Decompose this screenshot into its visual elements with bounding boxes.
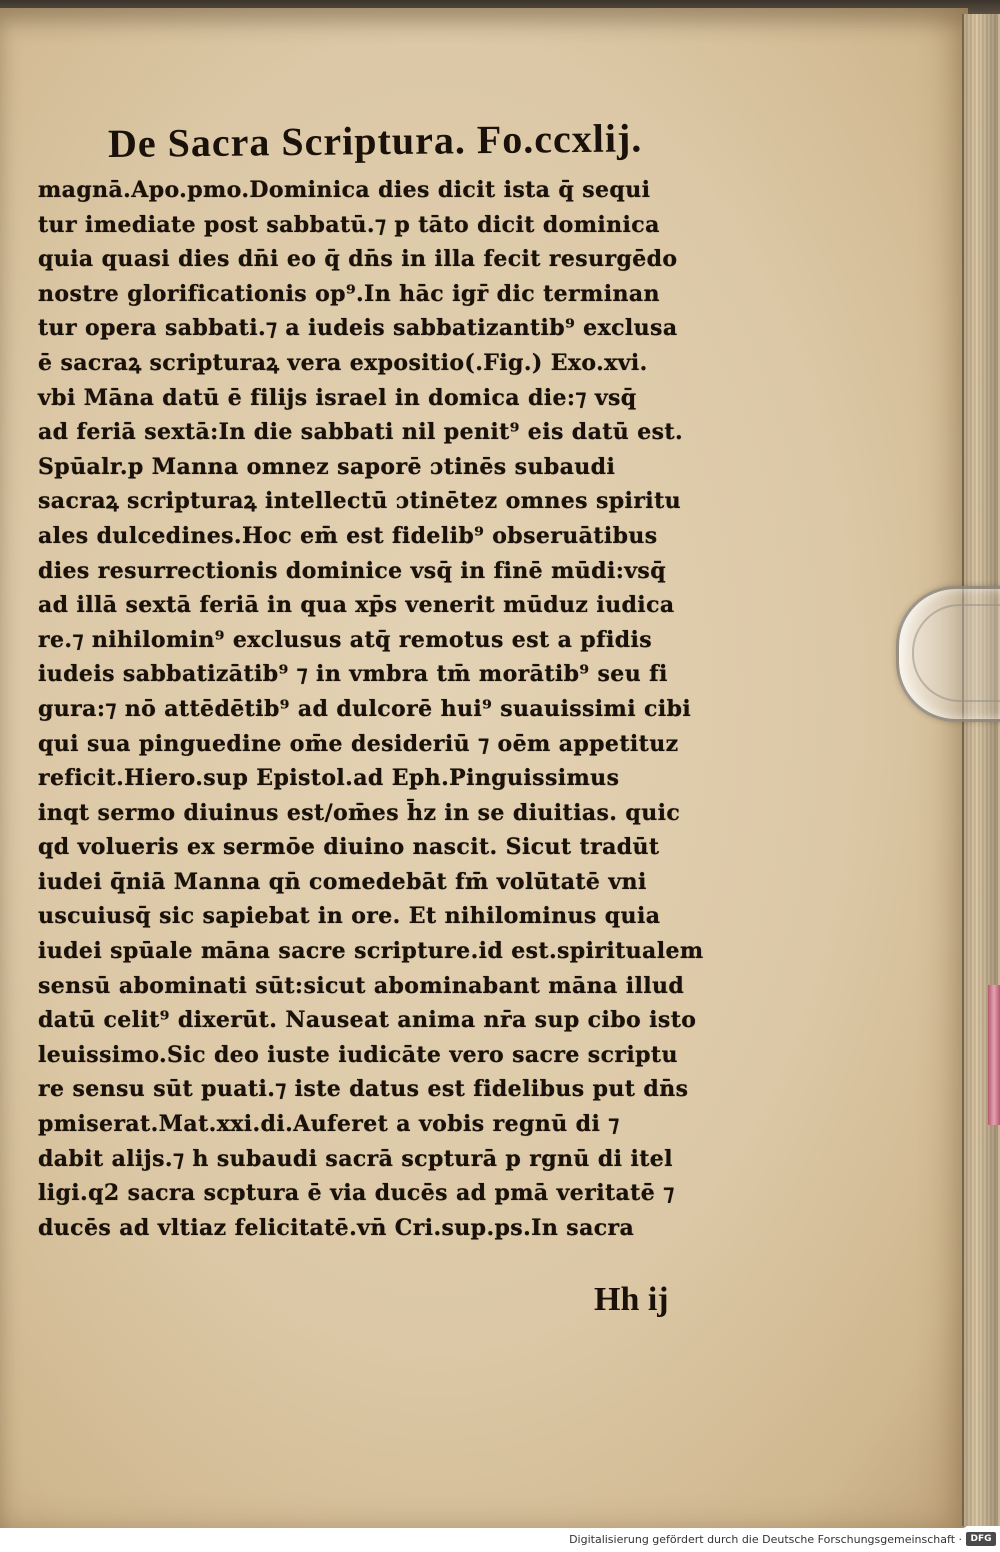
- body-line: magnā.Apo.pmo.Dominica dies dicit ista q̄ sequi: [38, 177, 651, 203]
- body-line: pmiserat.Mat.xxi.di.Auferet a vobis regnū di ⁊: [38, 1111, 620, 1138]
- body-line: re.⁊ nihilomin⁹ exclusus atq̄ remotus est a pfidis: [38, 626, 653, 653]
- page-clip-inner: [912, 604, 1000, 702]
- running-head: De Sacra Scriptura. Fo.ccxlij.: [107, 115, 643, 166]
- body-line: iudei q̄niā Manna qn̄ comedebāt fm̄ volūtatē vni: [38, 868, 647, 895]
- digitization-credit: Digitalisierung gefördert durch die Deutsche Forschungsgemeinschaft ·: [569, 1533, 962, 1546]
- body-line: ē sacraꝝ scripturaꝝ vera expositio(.Fig.) Exo.xvi.: [38, 349, 648, 376]
- body-line: tur opera sabbati.⁊ a iudeis sabbatizantib⁹ exclusa: [38, 315, 678, 342]
- body-line: re sensu sūt puati.⁊ iste datus est fidelibus put dn̄s: [38, 1076, 689, 1103]
- body-line: ales dulcedines.Hoc em̄ est fidelib⁹ obseruātibus: [38, 522, 658, 549]
- page-edges-shade: [962, 14, 998, 1526]
- body-line: quia quasi dies dn̄i eo q̄ dn̄s in illa fecit resurgēdo: [38, 246, 678, 273]
- body-line: reficit.Hiero.sup Epistol.ad Eph.Pinguissimus: [38, 765, 620, 792]
- body-line: datū celit⁹ dixerūt. Nauseat anima nr̄a sup cibo isto: [38, 1007, 697, 1034]
- body-text: [38, 173, 758, 1245]
- body-line: uscuiusq̄ sic sapiebat in ore. Et nihilominus quia: [38, 903, 661, 930]
- body-line: iudei spūale māna sacre scripture.id est.spiritualem: [38, 938, 704, 965]
- body-line: ducēs ad vltiaz felicitatē.vn̄ Cri.sup.ps.In sacra: [38, 1214, 635, 1241]
- text-block: [38, 115, 758, 1245]
- dfg-logo: DFG: [966, 1532, 996, 1546]
- body-line: gura:⁊ nō attēdētib⁹ ad dulcorē hui⁹ suauissimi cibi: [38, 695, 692, 722]
- body-line: inqt sermo diuinus est/om̄es h̄z in se diuitias. quic: [38, 799, 681, 826]
- body-line: ad feriā sextā:In die sabbati nil penit⁹ eis datū est.: [38, 419, 684, 446]
- body-line: iudeis sabbatizātib⁹ ⁊ in vmbra tm̄ morātib⁹ seu fi: [38, 661, 668, 688]
- body-line: tur imediate post sabbatū.⁊ p tāto dicit dominica: [38, 211, 660, 238]
- body-line: ligi.q2 sacra scptura ē via ducēs ad pmā veritatē ⁊: [38, 1180, 675, 1207]
- body-line: dies resurrectionis dominice vsq̄ in finē mūdi:vsq̄: [38, 557, 666, 584]
- body-line: vbi Māna datū ē filijs israel in domica die:⁊ vsq̄: [38, 384, 637, 411]
- signature-mark: Hh ij: [594, 1281, 669, 1318]
- body-line: leuissimo.Sic deo iuste iudicāte vero sacre scriptu: [38, 1041, 678, 1068]
- body-line: sacraꝝ scripturaꝝ intellectū ɔtinētez omnes spiritu: [38, 488, 682, 515]
- body-line: qd volueris ex sermōe diuino nascit. Sicut tradūt: [38, 834, 660, 861]
- body-line: qui sua pinguedine om̄e desideriū ⁊ oēm appetituz: [38, 730, 679, 757]
- body-line: ad illā sextā feriā in qua xp̄s venerit mūduz iudica: [38, 592, 675, 619]
- body-line: dabit alijs.⁊ h subaudi sacrā scpturā p rgnū di itel: [38, 1145, 673, 1172]
- bookmark-ribbon: [988, 985, 1000, 1125]
- body-line: Spūalr.p Manna omnez saporē ɔtinēs subaudi: [38, 453, 616, 480]
- body-line: nostre glorificationis op⁹.In hāc igr̄ dic terminan: [38, 280, 660, 307]
- body-line: sensū abominati sūt:sicut abominabant māna illud: [38, 972, 685, 999]
